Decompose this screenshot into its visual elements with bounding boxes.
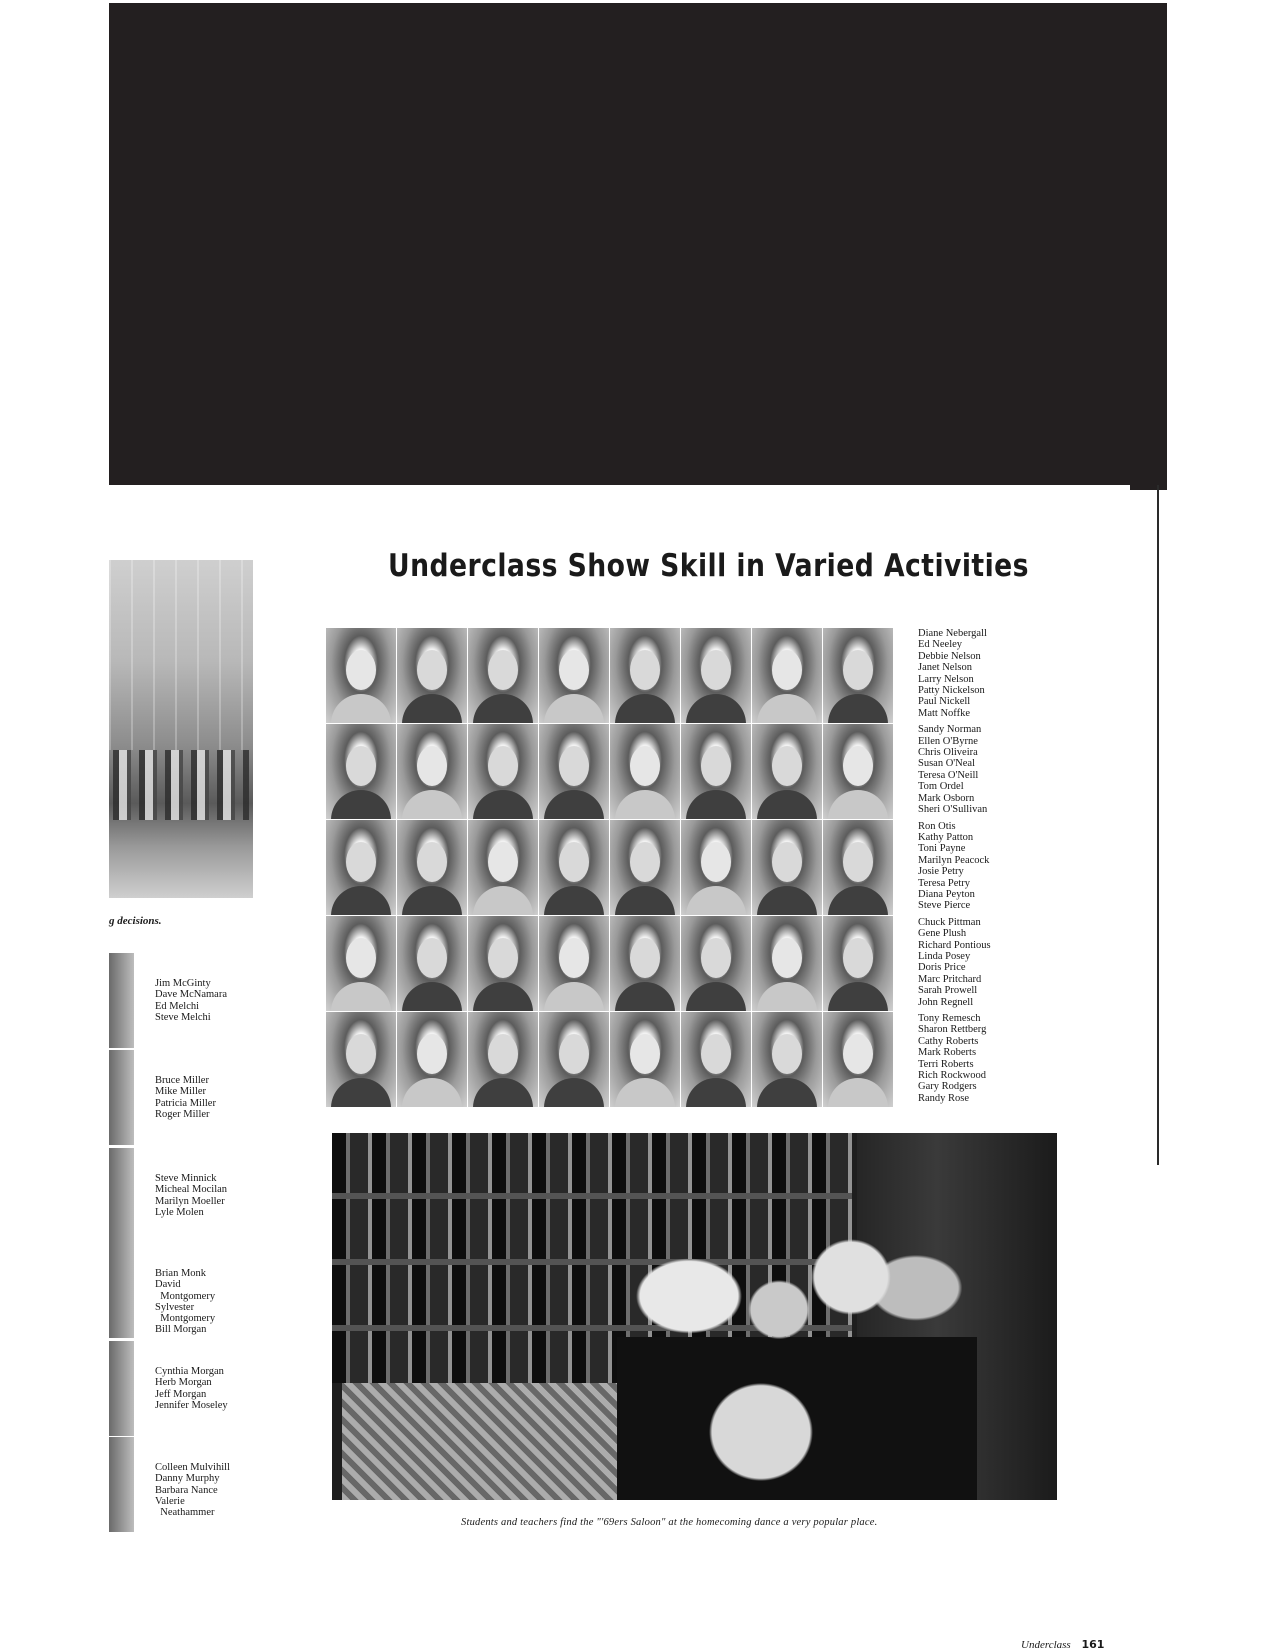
student-name: Chris Oliveira	[918, 747, 978, 759]
right-name-group	[918, 821, 991, 912]
name-list	[155, 1173, 227, 1218]
student-name: Teresa O'Neill	[918, 769, 979, 781]
student-name: Jeff Morgan	[155, 1388, 207, 1400]
student-portrait	[468, 724, 538, 819]
portrait-body	[757, 982, 817, 1011]
student-name: Cynthia Morgan	[155, 1366, 224, 1377]
portrait-grid	[326, 628, 893, 1107]
student-name: Valerie	[155, 1495, 185, 1507]
student-name: John Regnell	[918, 996, 974, 1008]
student-name: Cathy Roberts	[918, 1035, 979, 1047]
page-number: 161	[1081, 1638, 1105, 1651]
portrait-face	[559, 1034, 589, 1074]
student-portrait	[468, 628, 538, 723]
student-name: Tom Ordel	[918, 781, 964, 793]
portrait-face	[559, 650, 589, 690]
student-portrait	[752, 820, 822, 915]
student-name: Patty Nickelson	[918, 685, 985, 697]
student-portrait	[823, 820, 893, 915]
student-portrait	[397, 724, 467, 819]
portrait-face	[772, 842, 802, 882]
student-name: Bill Morgan	[155, 1324, 207, 1336]
portrait-face	[488, 650, 518, 690]
student-name: Terri Roberts	[918, 1058, 974, 1070]
student-name: Steve Pierce	[918, 900, 971, 912]
student-name: Colleen Mulvihill	[155, 1462, 230, 1473]
student-name: Patricia Miller	[155, 1097, 216, 1109]
left-name-group	[109, 953, 279, 1048]
student-portrait	[681, 820, 751, 915]
student-name: Paul Nickell	[918, 696, 971, 708]
page-footer	[1021, 1638, 1104, 1651]
student-name: Josie Petry	[918, 866, 964, 878]
portrait-face	[843, 1034, 873, 1074]
portrait-body	[828, 790, 888, 819]
portrait-thumbnail	[109, 953, 134, 1048]
student-name: Diana Peyton	[918, 888, 975, 900]
student-portrait	[610, 916, 680, 1011]
portrait-body	[544, 886, 604, 915]
student-portrait	[823, 916, 893, 1011]
portrait-body	[828, 886, 888, 915]
student-name: Linda Posey	[918, 950, 971, 962]
portrait-face	[417, 842, 447, 882]
student-portrait	[823, 628, 893, 723]
portrait-body	[402, 790, 462, 819]
portrait-face	[843, 746, 873, 786]
portrait-face	[630, 1034, 660, 1074]
student-portrait	[823, 724, 893, 819]
name-list	[155, 978, 227, 1023]
student-name: Micheal Mocilan	[155, 1184, 228, 1196]
student-name: Sandy Norman	[918, 724, 982, 736]
student-name: Marc Pritchard	[918, 973, 982, 985]
student-portrait	[681, 628, 751, 723]
portrait-body	[686, 886, 746, 915]
student-name: Neathammer	[155, 1507, 215, 1519]
portrait-face	[630, 938, 660, 978]
portrait-body	[402, 694, 462, 723]
portrait-thumbnail	[109, 1437, 134, 1532]
portrait-body	[331, 694, 391, 723]
student-portrait	[326, 1012, 396, 1107]
footer-section: Underclass	[1021, 1639, 1071, 1651]
student-name: Dave McNamara	[155, 989, 228, 1001]
portrait-face	[417, 746, 447, 786]
page-edge-rule	[1157, 485, 1159, 1165]
student-name: Barbara Nance	[155, 1484, 218, 1496]
portrait-body	[615, 1078, 675, 1107]
portrait-face	[488, 746, 518, 786]
portrait-body	[544, 694, 604, 723]
student-name: Mark Osborn	[918, 792, 975, 804]
portrait-body	[544, 1078, 604, 1107]
student-portrait	[610, 724, 680, 819]
portrait-face	[701, 1034, 731, 1074]
right-name-group	[918, 724, 991, 815]
portrait-face	[701, 746, 731, 786]
student-portrait	[610, 628, 680, 723]
student-name: Rich Rockwood	[918, 1070, 986, 1082]
portrait-body	[473, 790, 533, 819]
redacted-black-area	[109, 3, 1167, 485]
students-and-teachers	[617, 1228, 977, 1500]
portrait-body	[828, 982, 888, 1011]
student-portrait	[539, 916, 609, 1011]
left-name-group	[109, 1341, 279, 1436]
student-name: Matt Noffke	[918, 707, 971, 719]
student-name: Toni Payne	[918, 843, 966, 855]
left-name-group	[109, 1148, 279, 1243]
portrait-body	[331, 982, 391, 1011]
portrait-face	[417, 650, 447, 690]
student-name: Ed Melchi	[155, 1000, 200, 1012]
right-name-group	[918, 628, 991, 719]
student-portrait	[468, 1012, 538, 1107]
portrait-face	[488, 842, 518, 882]
student-name: Herb Morgan	[155, 1377, 212, 1389]
student-portrait	[539, 1012, 609, 1107]
portrait-face	[701, 842, 731, 882]
portrait-thumbnail	[109, 1341, 134, 1436]
student-portrait	[823, 1012, 893, 1107]
student-name: Chuck Pittman	[918, 916, 981, 928]
left-photo-caption: g decisions.	[109, 915, 162, 927]
photo-figures	[113, 750, 249, 820]
portrait-face	[346, 746, 376, 786]
student-portrait	[752, 1012, 822, 1107]
gym-activity-photo	[109, 560, 253, 898]
student-name: Ed Neeley	[918, 639, 963, 651]
student-name: Mike Miller	[155, 1086, 207, 1098]
photo-background	[109, 560, 253, 750]
portrait-body	[686, 790, 746, 819]
student-name: Mark Roberts	[918, 1047, 977, 1059]
name-list	[155, 1075, 216, 1120]
student-portrait	[397, 1012, 467, 1107]
right-name-group	[918, 1013, 991, 1104]
portrait-face	[346, 650, 376, 690]
saloon-photo	[332, 1133, 1057, 1500]
student-portrait	[752, 628, 822, 723]
student-portrait	[752, 916, 822, 1011]
student-name: Randy Rose	[918, 1092, 970, 1104]
left-name-group	[109, 1050, 279, 1145]
portrait-face	[559, 938, 589, 978]
left-name-group	[109, 1437, 279, 1532]
student-name: Gene Plush	[918, 928, 967, 940]
student-name: Bruce Miller	[155, 1075, 209, 1086]
portrait-body	[828, 1078, 888, 1107]
portrait-face	[772, 746, 802, 786]
portrait-face	[701, 650, 731, 690]
name-list	[155, 1366, 228, 1411]
portrait-face	[346, 842, 376, 882]
student-name: Tony Remesch	[918, 1013, 981, 1024]
saloon-photo-caption: Students and teachers find the "'69ers Saloon" at the homecoming dance a very popular place.	[461, 1517, 878, 1528]
portrait-body	[544, 790, 604, 819]
portrait-face	[843, 650, 873, 690]
portrait-face	[630, 842, 660, 882]
name-list	[155, 1268, 215, 1336]
portrait-face	[772, 1034, 802, 1074]
student-portrait	[539, 820, 609, 915]
portrait-body	[473, 1078, 533, 1107]
portrait-face	[417, 1034, 447, 1074]
portrait-body	[544, 982, 604, 1011]
student-portrait	[326, 820, 396, 915]
student-portrait	[326, 724, 396, 819]
student-portrait	[681, 1012, 751, 1107]
student-name: Sylvester	[155, 1301, 195, 1313]
student-name: Debbie Nelson	[918, 650, 981, 662]
student-name: Larry Nelson	[918, 673, 974, 685]
portrait-body	[686, 982, 746, 1011]
student-name: Marilyn Moeller	[155, 1195, 225, 1207]
portrait-face	[843, 938, 873, 978]
portrait-body	[757, 886, 817, 915]
portrait-body	[402, 886, 462, 915]
student-name: Danny Murphy	[155, 1473, 220, 1485]
portrait-body	[828, 694, 888, 723]
portrait-body	[331, 886, 391, 915]
student-name: Richard Pontious	[918, 939, 991, 951]
portrait-body	[473, 886, 533, 915]
student-name: Doris Price	[918, 962, 966, 974]
portrait-face	[559, 842, 589, 882]
portrait-face	[346, 938, 376, 978]
student-name: Montgomery	[155, 1313, 216, 1325]
right-name-groups	[918, 628, 991, 1109]
student-portrait	[610, 1012, 680, 1107]
student-portrait	[752, 724, 822, 819]
student-name: Janet Nelson	[918, 662, 972, 674]
portrait-face	[488, 938, 518, 978]
student-name: Jennifer Moseley	[155, 1399, 228, 1411]
portrait-body	[757, 694, 817, 723]
portrait-body	[402, 1078, 462, 1107]
student-portrait	[397, 820, 467, 915]
portrait-body	[686, 1078, 746, 1107]
portrait-body	[686, 694, 746, 723]
portrait-body	[615, 982, 675, 1011]
student-name: Steve Minnick	[155, 1173, 217, 1184]
student-name: Roger Miller	[155, 1108, 210, 1120]
student-name: Jim McGinty	[155, 978, 211, 989]
student-name: Steve Melchi	[155, 1011, 211, 1023]
portrait-face	[559, 746, 589, 786]
portrait-face	[630, 746, 660, 786]
portrait-face	[346, 1034, 376, 1074]
student-name: Kathy Patton	[918, 831, 974, 843]
portrait-face	[843, 842, 873, 882]
portrait-body	[615, 886, 675, 915]
portrait-face	[772, 650, 802, 690]
portrait-body	[473, 982, 533, 1011]
student-name: Ron Otis	[918, 820, 956, 832]
portrait-thumbnail	[109, 1243, 134, 1338]
student-name: Gary Rodgers	[918, 1081, 977, 1093]
portrait-face	[630, 650, 660, 690]
student-portrait	[397, 628, 467, 723]
student-name: Montgomery	[155, 1290, 216, 1302]
student-portrait	[539, 628, 609, 723]
student-name: Sheri O'Sullivan	[918, 804, 988, 816]
portrait-thumbnail	[109, 1148, 134, 1243]
student-portrait	[468, 916, 538, 1011]
portrait-face	[488, 1034, 518, 1074]
portrait-thumbnail	[109, 1050, 134, 1145]
portrait-body	[331, 790, 391, 819]
left-name-group	[109, 1243, 279, 1338]
portrait-body	[331, 1078, 391, 1107]
student-portrait	[539, 724, 609, 819]
student-name: Teresa Petry	[918, 877, 971, 889]
page-title: Underclass Show Skill in Varied Activities	[388, 548, 1029, 584]
right-name-group	[918, 917, 991, 1008]
portrait-body	[473, 694, 533, 723]
student-portrait	[468, 820, 538, 915]
portrait-face	[772, 938, 802, 978]
portrait-body	[615, 694, 675, 723]
portrait-body	[757, 1078, 817, 1107]
student-name: David	[155, 1279, 181, 1291]
student-portrait	[326, 628, 396, 723]
student-portrait	[326, 916, 396, 1011]
student-name: Sharon Rettberg	[918, 1024, 987, 1036]
portrait-body	[615, 790, 675, 819]
black-edge-stub	[1130, 475, 1167, 490]
portrait-body	[757, 790, 817, 819]
portrait-face	[417, 938, 447, 978]
student-name: Ellen O'Byrne	[918, 735, 978, 747]
name-list	[155, 1462, 230, 1518]
student-name: Diane Nebergall	[918, 628, 987, 639]
student-name: Sarah Prowell	[918, 985, 978, 997]
student-portrait	[397, 916, 467, 1011]
student-name: Lyle Molen	[155, 1206, 204, 1218]
student-name: Brian Monk	[155, 1268, 207, 1279]
student-name: Marilyn Peacock	[918, 854, 990, 866]
student-portrait	[681, 724, 751, 819]
student-portrait	[610, 820, 680, 915]
portrait-face	[701, 938, 731, 978]
student-portrait	[681, 916, 751, 1011]
portrait-body	[402, 982, 462, 1011]
student-name: Susan O'Neal	[918, 758, 976, 770]
